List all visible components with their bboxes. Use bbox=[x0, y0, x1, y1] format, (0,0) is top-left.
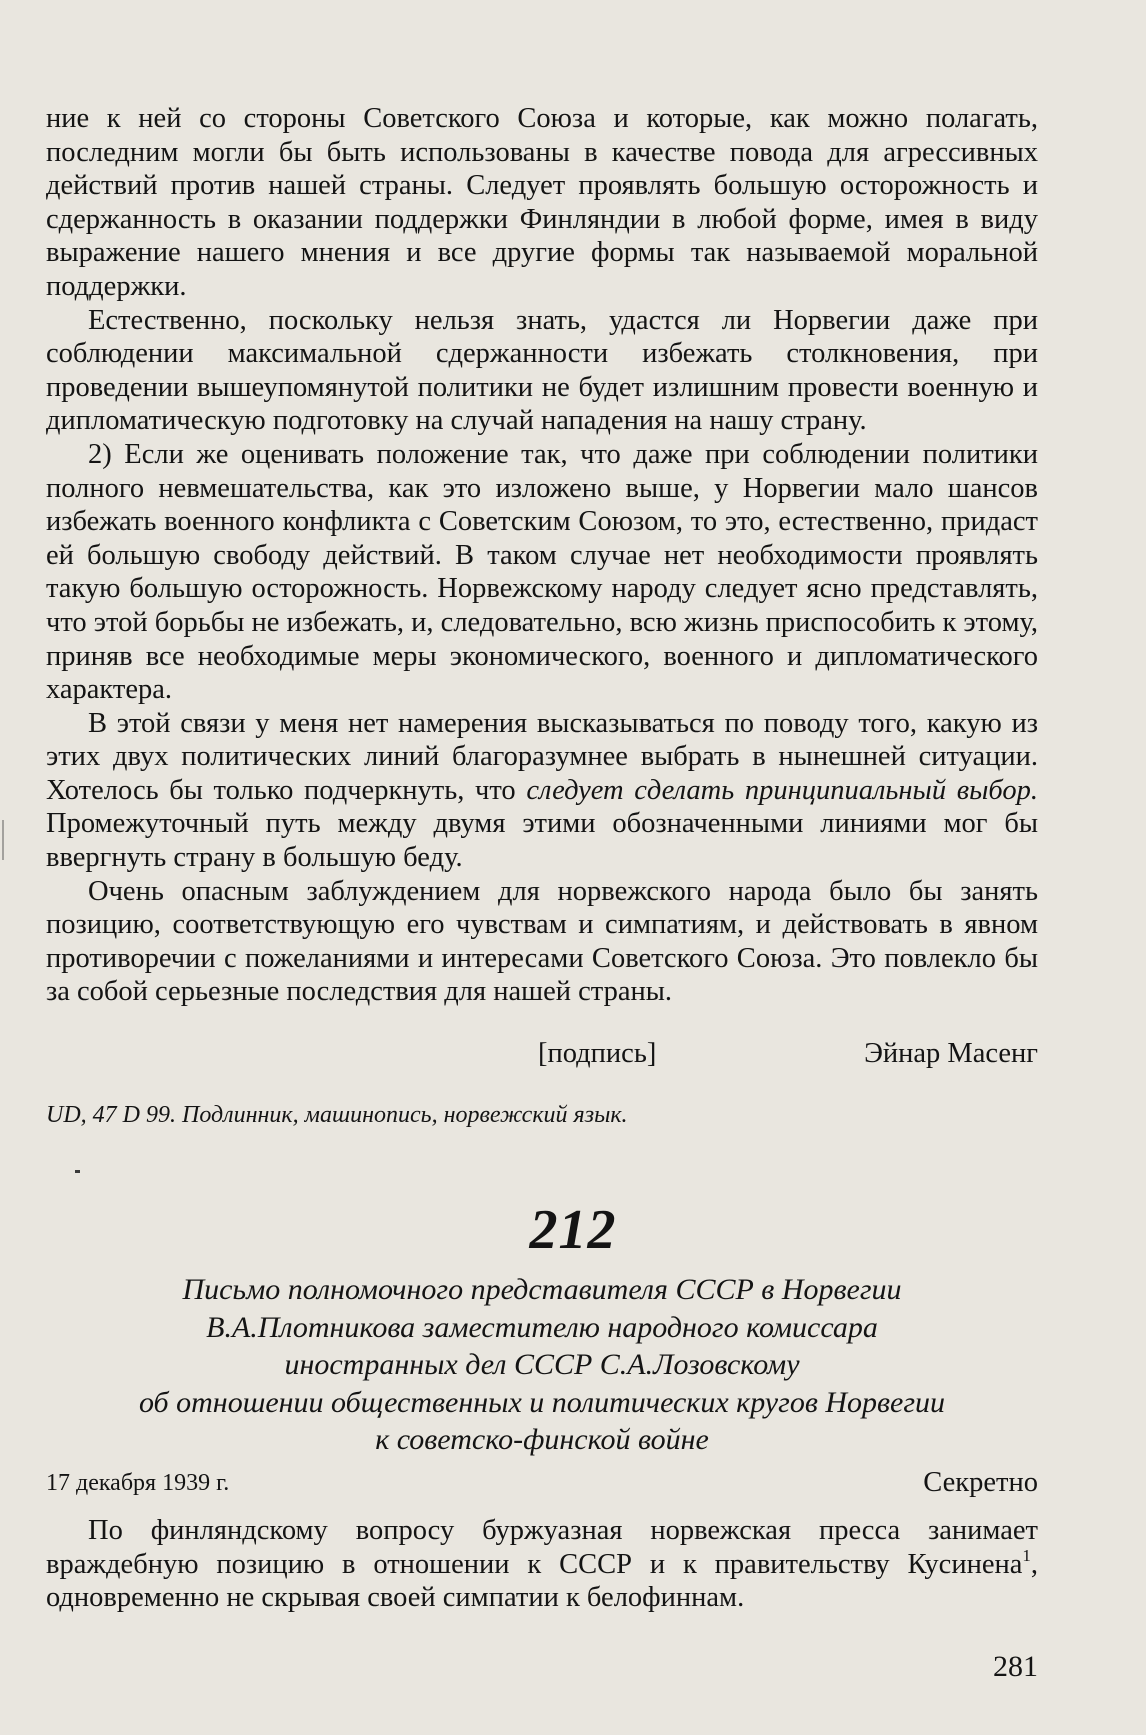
letter-body-212 bbox=[46, 1514, 1038, 1615]
document-title bbox=[46, 1271, 1038, 1459]
title-line: В.А.Плотникова заместителю народного комиссара bbox=[206, 1310, 878, 1344]
text-before-footnote: По финляндскому вопросу буржуазная норвежская пресса занимает враждебную позицию в отношении к СССР и к правительству Кусинена bbox=[46, 1515, 1038, 1580]
paragraph-dangerous-delusion: Очень опасным заблуждением для норвежского народа было бы занять позицию, соответствующую его чувствам и симпатиям, и действовать в явном противоречии с пожеланиями и интересами Советского Союза. Это повлекло бы за собой серьезные последствия для нашей страны. bbox=[46, 875, 1038, 1008]
p4-text-before: В этой связи у меня нет намерения высказываться по поводу того, какую из этих двух политических линий благоразумнее выбрать в нынешней ситуации. Хотелось бы только подчеркнуть, что bbox=[46, 707, 1038, 806]
classification-label: Секретно bbox=[923, 1467, 1038, 1498]
p4-text-after: Промежуточный путь между двумя этими обозначенными линиями мог бы ввергнуть страну в большую беду. bbox=[46, 808, 1038, 874]
paragraph-principal-choice bbox=[46, 707, 1038, 875]
document-meta bbox=[46, 1467, 1038, 1501]
signatory-name: Эйнар Масенг bbox=[864, 1038, 1038, 1069]
document-number: 212 bbox=[529, 1199, 617, 1261]
paragraph-finnish-question bbox=[46, 1514, 1038, 1615]
text-after-footnote: , одновременно не скрывая своей симпатии к белофиннам. bbox=[46, 1548, 1038, 1614]
paragraph-option-two: 2) Если же оценивать положение так, что даже при соблюдении политики полного невмешательства, как это изложено выше, у Норвегии мало шансов избежать военного конфликта с Советским Союзом, то это, естественно, придаст ей большую свободу действий. В таком случае нет необходимости проявлять такую большую осторожность. Норвежскому народу следует ясно представлять, что этой борьбы не избежать, и, следовательно, всю жизнь приспособить к этому, приняв все необходимые меры экономического, военного и дипломатического характера. bbox=[46, 438, 1038, 706]
title-line: Письмо полномочного представителя СССР в Норвегии bbox=[182, 1273, 902, 1306]
footnote-marker: 1 bbox=[1022, 1545, 1031, 1565]
signature-placeholder: [подпись] bbox=[538, 1038, 657, 1069]
paragraph-continuation: ние к ней со стороны Советского Союза и которые, как можно полагать, последним могли бы быть использованы в качестве повода для агрессивных действий против нашей страны. Следует проявлять большую осторожность и сдержанность в оказании поддержки Финляндии в любой форме, имея в виду выражение нашего мнения и все другие формы так называемой моральной поддержки. bbox=[46, 103, 1038, 302]
title-line: к советско-финской войне bbox=[375, 1423, 709, 1456]
margin-mark bbox=[2, 820, 4, 860]
signature-row bbox=[46, 1037, 1038, 1071]
paragraph-naturally: Естественно, поскольку нельзя знать, удастся ли Норвегии даже при соблюдении максимальной сдержанности избежать столкновения, при проведении вышеупомянутой политики не будет излишним провести военную и дипломатическую подготовку на случай нападения на нашу страну. bbox=[46, 304, 1038, 437]
archival-source: UD, 47 D 99. Подлинник, машинопись, норвежский язык. bbox=[46, 1102, 628, 1128]
letter-body bbox=[46, 102, 1038, 1009]
title-line: об отношении общественных и политических кругов Норвегии bbox=[138, 1385, 946, 1419]
p4-emphasis: следует сделать принципиальный выбор. bbox=[526, 774, 1038, 806]
document-date: 17 декабря 1939 г. bbox=[46, 1470, 230, 1496]
page-number: 281 bbox=[993, 1650, 1038, 1683]
print-speck bbox=[75, 1170, 80, 1173]
title-line: иностранных дел СССР С.А.Лозовскому bbox=[284, 1348, 800, 1381]
